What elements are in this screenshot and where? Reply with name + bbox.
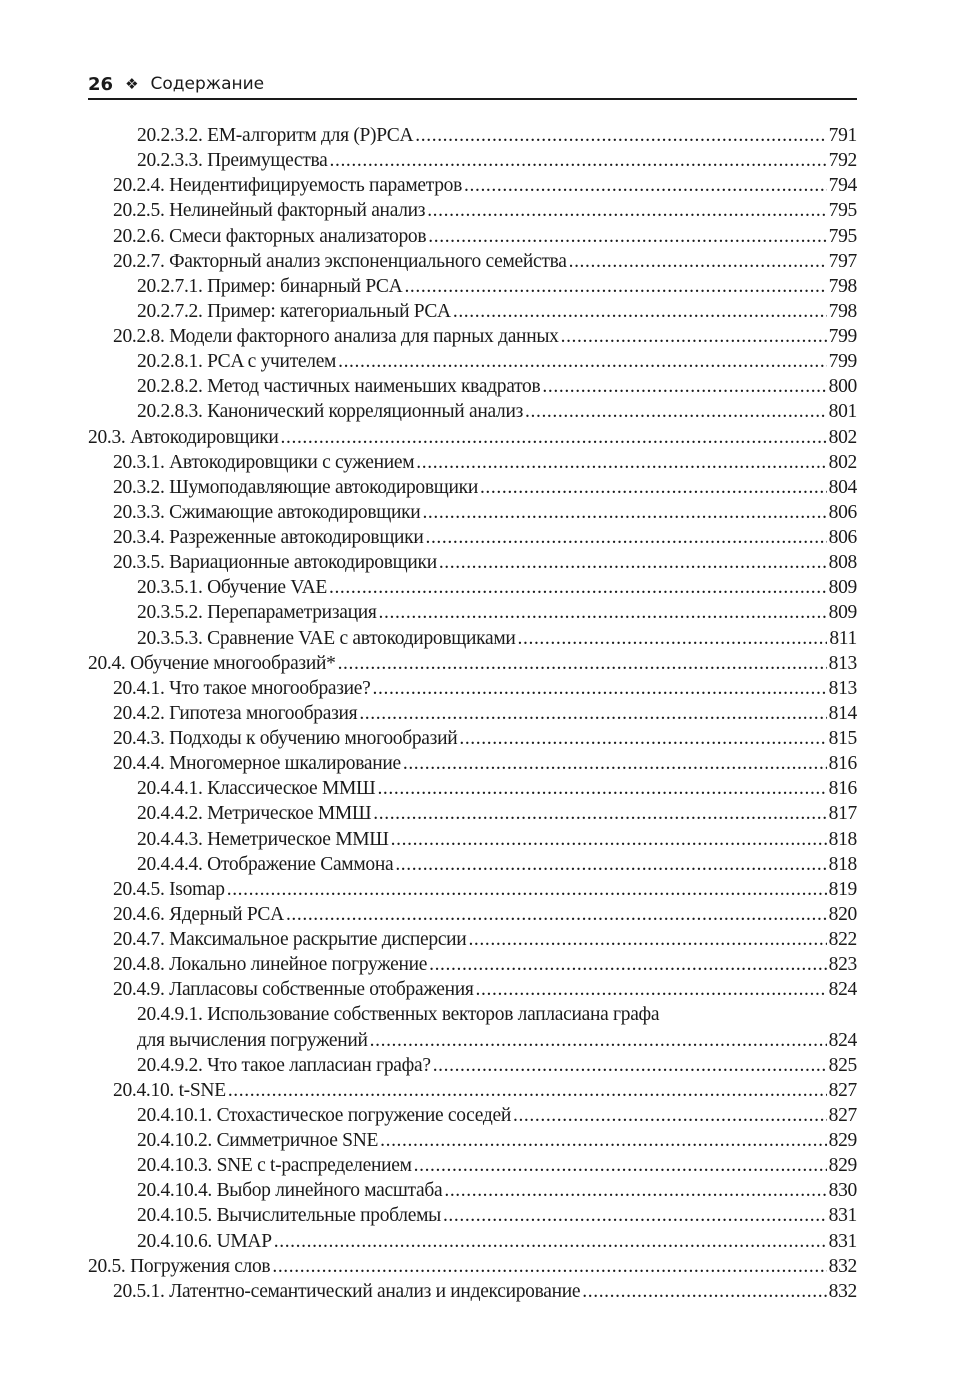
entry-page: 795 [828,200,857,222]
entry-text: Что такое лапласиан графа? [207,1054,431,1076]
entry-page: 830 [828,1180,857,1202]
dot-leader [513,1103,827,1128]
entry-number: 20.4.4.2. [137,803,203,825]
entry-page: 827 [828,1079,857,1101]
entry-title [113,1078,226,1103]
dot-leader [422,500,826,525]
entry-number: 20.4.6. [113,903,165,925]
entry-page: 809 [828,577,857,599]
dot-leader [480,475,827,500]
entry-number: 20.2.7.1. [137,275,203,297]
entry-title [137,1002,659,1027]
entry-number: 20.4.2. [113,702,165,724]
toc-entry[interactable] [88,626,857,651]
entry-number: 20.4.10.1. [137,1104,213,1126]
header-rule [88,98,857,100]
toc-entry[interactable] [88,1254,857,1279]
dot-leader [391,827,827,852]
dot-leader [425,525,826,550]
entry-title [113,726,457,751]
entry-page: 798 [828,275,857,297]
entry-text: Подходы к обучению многообразий [169,728,458,749]
entry-page: 802 [828,451,857,473]
toc-entry[interactable] [88,726,857,751]
dot-leader [338,349,827,374]
entry-number: 20.4.4.4. [137,853,203,875]
dot-leader [377,776,826,801]
entry-text: Канонический корреляционный анализ [207,401,524,423]
dot-leader [433,1053,827,1078]
dot-leader [370,1028,827,1053]
entry-number: 20.3.5.3. [137,627,203,649]
entry-number: 20.2.8.3. [137,401,203,423]
entry-text: Сравнение VAE с автокодировщиками [207,627,516,649]
entry-page: 829 [828,1130,857,1151]
entry-text: Неметрическое МMШ [207,828,389,850]
entry-title [137,1128,378,1153]
entry-page: 832 [828,1280,857,1302]
dot-leader [453,299,827,324]
ornament-icon: ❖ [125,75,139,93]
toc-entry[interactable] [88,902,857,927]
entry-title [113,324,559,349]
entry-page: 799 [828,351,857,373]
entry-text: Лапласовы собственные отображения [169,979,474,1001]
entry-page: 818 [828,853,857,875]
entry-text: t-SNE [178,1079,226,1101]
entry-page: 816 [828,753,857,775]
entry-page: 792 [828,150,857,172]
dot-leader [429,952,827,977]
dot-leader [476,977,827,1002]
entry-title [137,1153,412,1178]
entry-number: 20.3.2. [113,476,165,498]
entry-text: EM-алгоритм для (P)PCA [207,125,414,146]
entry-title [113,952,427,977]
toc-entry[interactable] [88,475,857,500]
entry-page: 808 [828,552,857,574]
entry-text: Метрическое МMШ [207,803,372,825]
entry-number: 20.4.10.4. [137,1180,213,1202]
entry-title [113,676,371,701]
entry-page: 829 [828,1155,857,1177]
entry-page: 813 [828,652,857,674]
entry-page: 809 [828,602,857,624]
entry-number: 20.3. [88,426,126,448]
toc-entry[interactable] [88,399,857,424]
dot-leader [373,676,827,701]
toc-entry[interactable] [88,1053,857,1078]
entry-title [137,1229,272,1254]
dot-leader [464,173,827,198]
entry-page: 806 [828,527,857,548]
entry-number: 20.2.8.2. [137,376,203,398]
dot-leader [428,224,826,249]
entry-number: 20.4.10. [113,1079,174,1101]
toc-entry[interactable] [88,148,857,173]
entry-title [113,701,357,726]
entry-title [137,1103,511,1128]
entry-text: Нелинейный факторный анализ [169,200,426,222]
toc-entry[interactable] [88,927,857,952]
entry-title [113,1279,580,1304]
entry-number: 20.4.10.2. [137,1130,213,1151]
toc-entry[interactable] [88,450,857,475]
entry-number: 20.4.5. [113,878,165,900]
dot-leader [338,651,827,676]
toc-entry[interactable] [88,651,857,676]
entry-number: 20.3.5. [113,552,165,574]
entry-title [137,575,327,600]
entry-title [137,600,377,625]
entry-page: 801 [828,401,857,423]
dot-leader [542,374,826,399]
entry-text: Шумоподавляющие автокодировщики [169,476,478,498]
toc-entry[interactable] [88,324,857,349]
toc-entry[interactable] [88,1279,857,1304]
dot-leader [443,1203,827,1228]
entry-text: Многомерное шкалирование [169,753,401,775]
page-number: 26 [88,73,114,95]
toc-entry[interactable] [88,374,857,399]
entry-title [137,148,328,173]
entry-page: 824 [828,979,857,1001]
toc-entry[interactable] [88,525,857,550]
entry-title [137,349,336,374]
dot-leader [444,1178,826,1203]
entry-text: Использование собственных векторов лапласиана графа [207,1004,660,1026]
entry-text: Автокодировщики [130,426,279,448]
entry-number: 20.2.6. [113,225,165,247]
entry-page: 799 [828,326,857,347]
toc-entry[interactable] [88,676,857,701]
entry-text: UMAP [216,1230,272,1252]
entry-text: Автокодировщики с сужением [169,451,415,473]
entry-page: 825 [828,1054,857,1076]
toc-entry[interactable] [88,249,857,274]
toc-entry[interactable] [88,1178,857,1203]
entry-text: Метод частичных наименьших квадратов [207,376,541,398]
toc-entry[interactable] [88,952,857,977]
dot-leader [281,425,827,450]
dot-leader [414,1153,827,1178]
toc-entry[interactable] [88,1153,857,1178]
dot-leader [395,852,826,877]
entry-number: 20.2.3.2. [137,125,203,146]
entry-text: Модели факторного анализа для парных данных [169,326,559,347]
entry-page: 795 [828,225,857,247]
entry-page: 815 [828,728,857,749]
entry-number: 20.2.8.1. [137,351,203,373]
entry-number: 20.4.9.2. [137,1054,203,1076]
entry-title [113,173,462,198]
toc-entry[interactable] [88,1078,857,1103]
toc-entry[interactable] [88,1229,857,1254]
entry-text: Преимущества [207,150,328,172]
entry-text: Разреженные автокодировщики [169,527,424,548]
entry-page: 831 [828,1230,857,1252]
dot-leader [459,726,826,751]
entry-title [137,827,389,852]
entry-text: Симметричное SNE [216,1130,379,1151]
entry-number: 20.2.7. [113,250,165,272]
entry-title [137,1178,442,1203]
entry-page: 804 [828,476,857,498]
toc-entry[interactable] [88,600,857,625]
entry-page: 816 [828,778,857,800]
entry-title [113,550,437,575]
running-header [88,70,857,98]
entry-number: 20.4.9. [113,979,165,1001]
entry-number: 20.4.4.3. [137,828,203,850]
toc-entry[interactable] [88,575,857,600]
entry-number: 20.4.7. [113,929,165,950]
dot-leader [379,600,827,625]
entry-number: 20.4.3. [113,728,165,749]
entry-text: Максимальное раскрытие дисперсии [169,929,467,950]
section-title: Содержание [150,74,265,94]
entry-text: Пример: бинарный PCA [207,275,403,297]
entry-title [113,500,420,525]
entry-text: Выбор линейного масштаба [216,1180,443,1202]
entry-title [113,450,414,475]
entry-number: 20.5.1. [113,1280,165,1302]
entry-title [137,1053,431,1078]
entry-page: 811 [829,627,857,649]
entry-title [88,425,279,450]
toc-entry[interactable] [88,299,857,324]
entry-text: Обучение VAE [207,577,327,599]
dot-leader [286,902,827,927]
toc-entry[interactable] [88,123,857,148]
dot-leader [582,1279,826,1304]
entry-text: Перепараметризация [207,602,377,624]
dot-leader [416,450,826,475]
entry-title [113,198,425,223]
entry-text: Сжимающие автокодировщики [169,501,421,523]
entry-title [137,776,375,801]
entry-text: Пример: категориальный PCA [207,300,451,322]
entry-title [137,399,523,424]
entry-number: 20.3.1. [113,451,165,473]
entry-page: 823 [828,954,857,976]
entry-text: Isomap [169,878,225,900]
entry-title [113,751,401,776]
entry-title [113,224,426,249]
dot-leader [380,1128,827,1153]
entry-number: 20.4.4. [113,753,165,775]
entry-number: 20.4.10.3. [137,1155,213,1177]
toc-entry[interactable] [88,701,857,726]
entry-number: 20.4.4.1. [137,778,203,800]
table-of-contents [88,123,857,1304]
dot-leader [415,123,826,148]
entry-title [113,475,478,500]
dot-leader [272,1254,826,1279]
entry-page: 813 [828,677,857,699]
entry-text: Обучение многообразий* [130,652,336,674]
toc-entry[interactable] [88,751,857,776]
toc-entry[interactable] [88,198,857,223]
dot-leader [373,801,826,826]
entry-page: 822 [828,929,857,950]
entry-page: 820 [828,903,857,925]
entry-text: Стохастическое погружение соседей [216,1104,511,1126]
entry-title [113,927,466,952]
dot-leader [561,324,827,349]
entry-page: 791 [828,125,857,146]
entry-page: 802 [828,426,857,448]
entry-text: Латентно-семантический анализ и индексирование [169,1280,581,1302]
toc-entry[interactable] [88,801,857,826]
entry-number: 20.4. [88,652,126,674]
dot-leader [274,1229,827,1254]
dot-leader [403,751,827,776]
dot-leader [439,550,827,575]
entry-title [113,977,474,1002]
toc-entry[interactable] [88,877,857,902]
entry-page: 798 [828,300,857,322]
entry-text: Неидентифицируемость параметров [169,175,463,197]
entry-text: Факторный анализ экспоненциального семейства [169,250,567,272]
toc-entry[interactable] [88,425,857,450]
entry-page: 814 [828,702,857,724]
entry-number: 20.5. [88,1255,126,1277]
toc-entry[interactable] [88,274,857,299]
entry-number: 20.2.3.3. [137,150,203,172]
entry-number: 20.4.1. [113,677,165,699]
toc-entry-continuation[interactable] [88,1028,857,1053]
entry-title [137,123,413,148]
entry-number: 20.3.3. [113,501,165,523]
dot-leader [227,877,827,902]
entry-page: 800 [828,376,857,398]
entry-number: 20.2.7.2. [137,300,203,322]
entry-text: PCA с учителем [207,351,337,373]
entry-page: 824 [828,1029,857,1051]
entry-number: 20.3.4. [113,527,165,548]
dot-leader [330,148,827,173]
entry-title [88,651,336,676]
entry-page: 806 [828,501,857,523]
entry-title [113,525,423,550]
toc-entry[interactable] [88,500,857,525]
entry-number: 20.2.5. [113,200,165,222]
entry-text: Локально линейное погружение [169,954,428,976]
entry-page: 832 [828,1255,857,1277]
toc-entry[interactable] [88,827,857,852]
toc-entry[interactable] [88,224,857,249]
entry-page: 819 [828,878,857,900]
entry-number: 20.4.10.5. [137,1205,213,1227]
toc-entry[interactable] [88,1103,857,1128]
entry-page: 831 [828,1205,857,1227]
entry-text: SNE с t-распределением [216,1155,412,1177]
entry-page: 794 [828,175,857,197]
entry-text-continued: для вычисления погружений [137,1029,368,1051]
toc-entry[interactable] [88,349,857,374]
entry-text: Классическое МMШ [207,778,376,800]
dot-leader [359,701,826,726]
entry-text: Ядерный PCA [169,903,284,925]
toc-entry[interactable] [88,173,857,198]
entry-title [137,274,402,299]
dot-leader [404,274,826,299]
entry-number: 20.2.4. [113,175,165,197]
entry-title [113,902,284,927]
toc-entry[interactable] [88,776,857,801]
entry-title [113,877,225,902]
entry-title [137,374,540,399]
dot-leader [468,927,826,952]
entry-number: 20.3.5.1. [137,577,203,599]
entry-text: Погружения слов [130,1255,271,1277]
entry-title [137,626,516,651]
entry-text: Смеси факторных анализаторов [169,225,427,247]
entry-text: Вариационные автокодировщики [169,552,437,574]
toc-entry[interactable] [88,1002,857,1027]
entry-page: 817 [828,803,857,825]
entry-text: Что такое многообразие? [169,677,371,699]
dot-leader [427,198,826,223]
toc-entry[interactable] [88,852,857,877]
entry-number: 20.2.8. [113,326,165,347]
toc-entry[interactable] [88,550,857,575]
entry-title [88,1254,270,1279]
entry-number: 20.3.5.2. [137,602,203,624]
dot-leader [228,1078,827,1103]
dot-leader [329,575,827,600]
dot-leader [525,399,827,424]
entry-text: Отображение Саммона [207,853,394,875]
entry-number: 20.4.8. [113,954,165,976]
entry-page: 818 [828,828,857,850]
entry-title [137,299,451,324]
entry-page: 797 [828,250,857,272]
entry-title [137,1203,441,1228]
dot-leader [518,626,828,651]
toc-entry[interactable] [88,977,857,1002]
entry-number: 20.4.9.1. [137,1004,203,1026]
entry-title [137,801,371,826]
entry-title [113,249,567,274]
dot-leader [569,249,827,274]
entry-text: Гипотеза многообразия [169,702,358,724]
entry-number: 20.4.10.6. [137,1230,213,1252]
entry-text: Вычислительные проблемы [216,1205,441,1227]
toc-entry[interactable] [88,1203,857,1228]
toc-entry[interactable] [88,1128,857,1153]
entry-page: 827 [828,1104,857,1126]
entry-title [137,852,393,877]
